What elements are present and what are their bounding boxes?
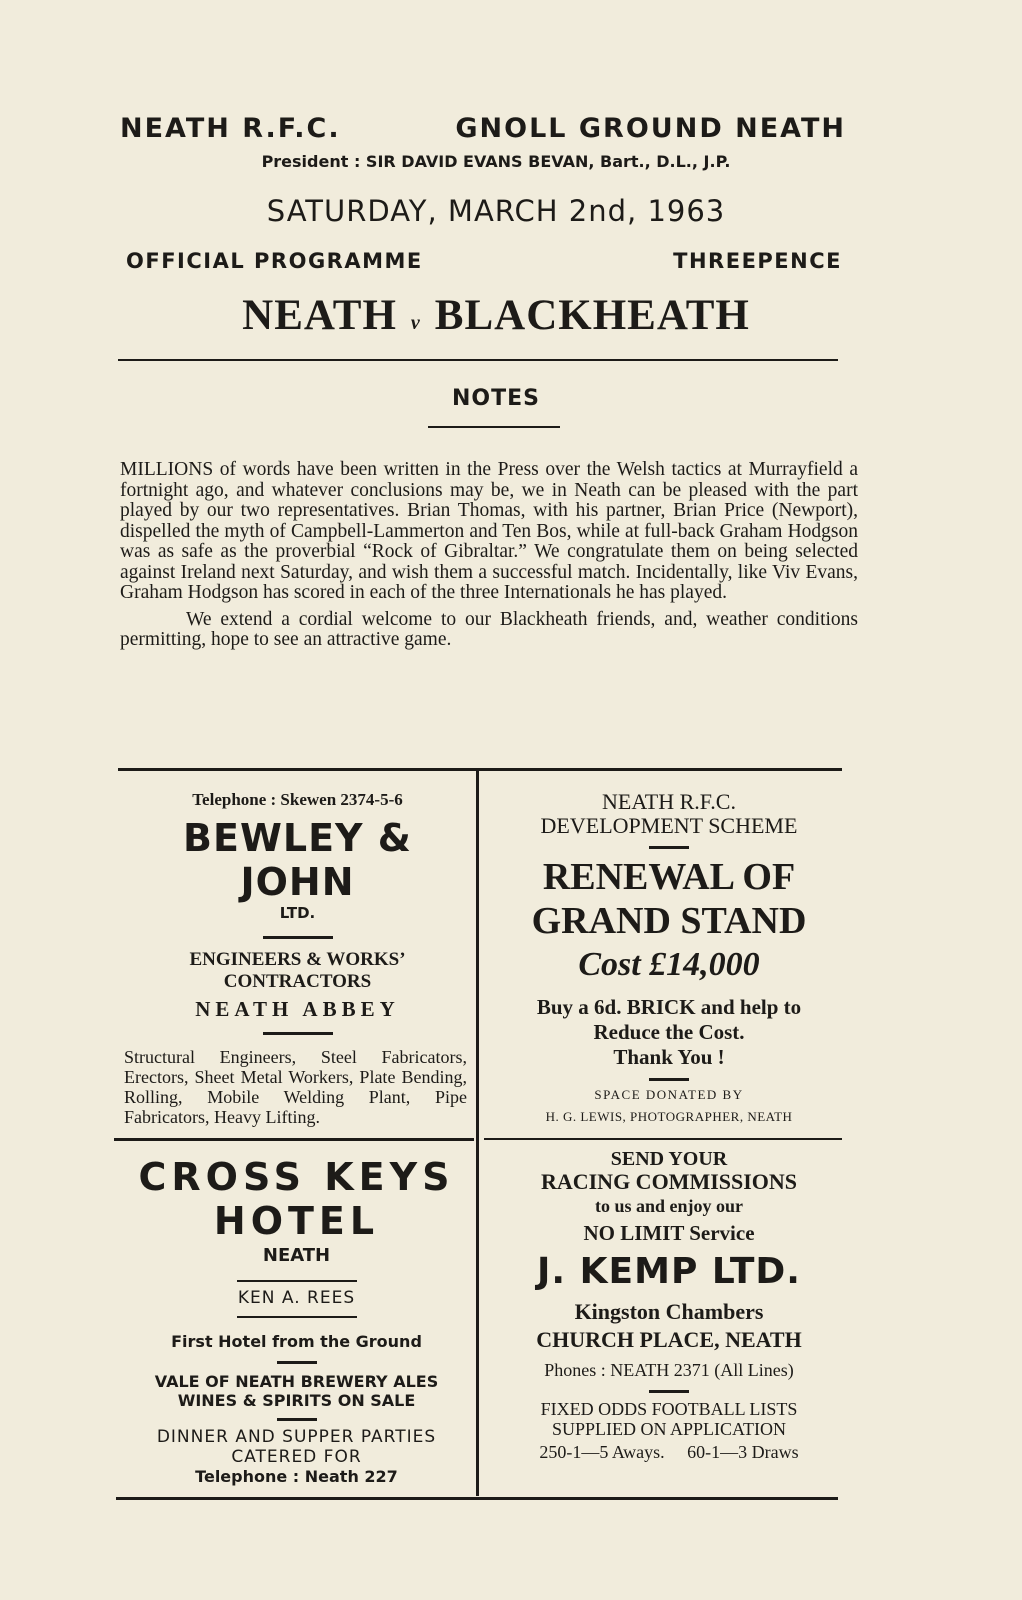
scheme-appeal-1: Buy a 6d. BRICK and help to	[536, 995, 802, 1019]
kemp-odds-2: SUPPLIED ON APPLICATION	[551, 1419, 787, 1439]
home-team: NEATH	[242, 292, 397, 339]
match-title	[120, 291, 872, 340]
ads-middle-rule-left	[114, 1138, 474, 1141]
kemp-phones: Phones : NEATH 2371 (All Lines)	[544, 1360, 794, 1380]
bewley-divider-2	[263, 1032, 333, 1035]
hotel-divider-4	[277, 1418, 317, 1421]
kemp-address-1: Kingston Chambers	[574, 1299, 764, 1324]
ads-middle-rule-right	[484, 1138, 842, 1140]
kemp-name: J. KEMP LTD.	[537, 1251, 801, 1292]
ads-top-rule	[118, 768, 842, 771]
bewley-location: NEATH ABBEY	[195, 997, 400, 1021]
hotel-divider-2	[237, 1316, 357, 1318]
hotel-dinner-2: CATERED FOR	[231, 1447, 362, 1467]
hotel-ales-2: WINES & SPIRITS ON SALE	[177, 1391, 416, 1410]
ad-cross-keys-hotel	[118, 1155, 475, 1486]
scheme-divider-2	[649, 1078, 689, 1081]
notes-paragraph-1: MILLIONS of words have been written in the Press over the Welsh tactics at Murrayfield a fortnight ago, and whatever conclusions may be, we in Neath can be pleased with the part played by our two representatives. Brian Thomas, with his partner, Brian Price (Newport), dispelled the myth of Campbell-Lammerton and Ten Bos, while at full-back Graham Hodgson was as safe as the proverbial “Rock of Gibraltar.” We congratulate them on being selected against Ireland next Saturday, and wish them a successful match. Incidentally, like Viv Evans, Graham Hodgson has scored in each of the three Internationals he has played.	[120, 459, 858, 603]
scheme-donor: H. G. LEWIS, PHOTOGRAPHER, NEATH	[545, 1109, 793, 1124]
scheme-headline-2: GRAND STAND	[531, 900, 807, 942]
hotel-telephone: Telephone : Neath 227	[195, 1467, 398, 1486]
hotel-divider-1	[237, 1280, 357, 1282]
hotel-tagline: First Hotel from the Ground	[171, 1332, 422, 1351]
notes-heading: NOTES	[452, 386, 540, 411]
ads-bottom-rule	[116, 1497, 838, 1500]
kemp-divider	[649, 1390, 689, 1393]
programme-price: THREEPENCE	[673, 249, 842, 273]
scheme-cost: Cost £14,000	[578, 946, 760, 983]
kemp-line-4: NO LIMIT Service	[583, 1221, 755, 1245]
ground-name: GNOLL GROUND NEATH	[455, 113, 846, 144]
bewley-ltd: LTD.	[279, 904, 316, 922]
ad-j-kemp	[484, 1148, 854, 1465]
bewley-engineers: ENGINEERS & WORKS’	[189, 949, 406, 970]
kemp-aways: 250-1—5 Aways.	[539, 1442, 665, 1462]
hotel-proprietor: KEN A. REES	[237, 1288, 356, 1308]
official-programme: OFFICIAL PROGRAMME	[126, 249, 423, 273]
kemp-odds-prices	[484, 1439, 854, 1465]
away-team: BLACKHEATH	[434, 292, 750, 339]
scheme-headline-1: RENEWAL OF	[542, 856, 796, 898]
hotel-town: NEATH	[262, 1245, 331, 1266]
kemp-line-1: SEND YOUR	[610, 1148, 728, 1170]
scheme-club: NEATH R.F.C.	[602, 789, 736, 814]
kemp-odds-1: FIXED ODDS FOOTBALL LISTS	[540, 1399, 798, 1419]
notes-underline	[428, 426, 560, 428]
hotel-name-1: CROSS KEYS	[138, 1155, 455, 1199]
ad-development-scheme	[484, 790, 854, 1125]
hotel-dinner-1: DINNER AND SUPPER PARTIES	[156, 1427, 437, 1447]
scheme-donated: SPACE DONATED BY	[594, 1087, 744, 1102]
bewley-services: Structural Engineers, Steel Fabricators, Erectors, Sheet Metal Workers, Plate Bending, Rolling, Mobile Welding Plant, Pipe Fabricators, Heavy Lifting.	[124, 1047, 467, 1127]
scheme-thanks: Thank You !	[613, 1045, 725, 1069]
match-date: SATURDAY, MARCH 2nd, 1963	[266, 194, 726, 228]
notes-paragraph-2: We extend a cordial welcome to our Blackheath friends, and, weather conditions permitting, hope to see an attractive game.	[120, 608, 858, 650]
kemp-line-3: to us and enjoy our	[594, 1196, 744, 1216]
versus-label: v	[410, 312, 421, 334]
bewley-contractors: CONTRACTORS	[223, 971, 372, 992]
header-divider	[118, 359, 838, 361]
bewley-name: BEWLEY & JOHN	[183, 816, 412, 904]
scheme-divider-1	[649, 846, 689, 849]
bewley-telephone: Telephone : Skewen 2374-5-6	[192, 790, 403, 809]
kemp-address-2: CHURCH PLACE, NEATH	[536, 1327, 802, 1352]
hotel-ales-1: VALE OF NEATH BREWERY ALES	[154, 1372, 439, 1391]
kemp-draws: 60-1—3 Draws	[687, 1442, 799, 1462]
president-line: President : SIR DAVID EVANS BEVAN, Bart., D.L., J.P.	[261, 152, 731, 171]
hotel-divider-3	[277, 1361, 317, 1364]
ads-center-rule	[476, 768, 479, 1496]
notes-body	[120, 460, 858, 651]
scheme-title: DEVELOPMENT SCHEME	[540, 813, 798, 838]
bewley-divider-1	[263, 936, 333, 939]
scheme-appeal-2: Reduce the Cost.	[593, 1020, 745, 1044]
club-name: NEATH R.F.C.	[120, 113, 341, 144]
hotel-name-2: HOTEL	[213, 1199, 380, 1243]
ad-bewley-john	[120, 790, 475, 1127]
kemp-line-2: RACING COMMISSIONS	[540, 1169, 798, 1194]
